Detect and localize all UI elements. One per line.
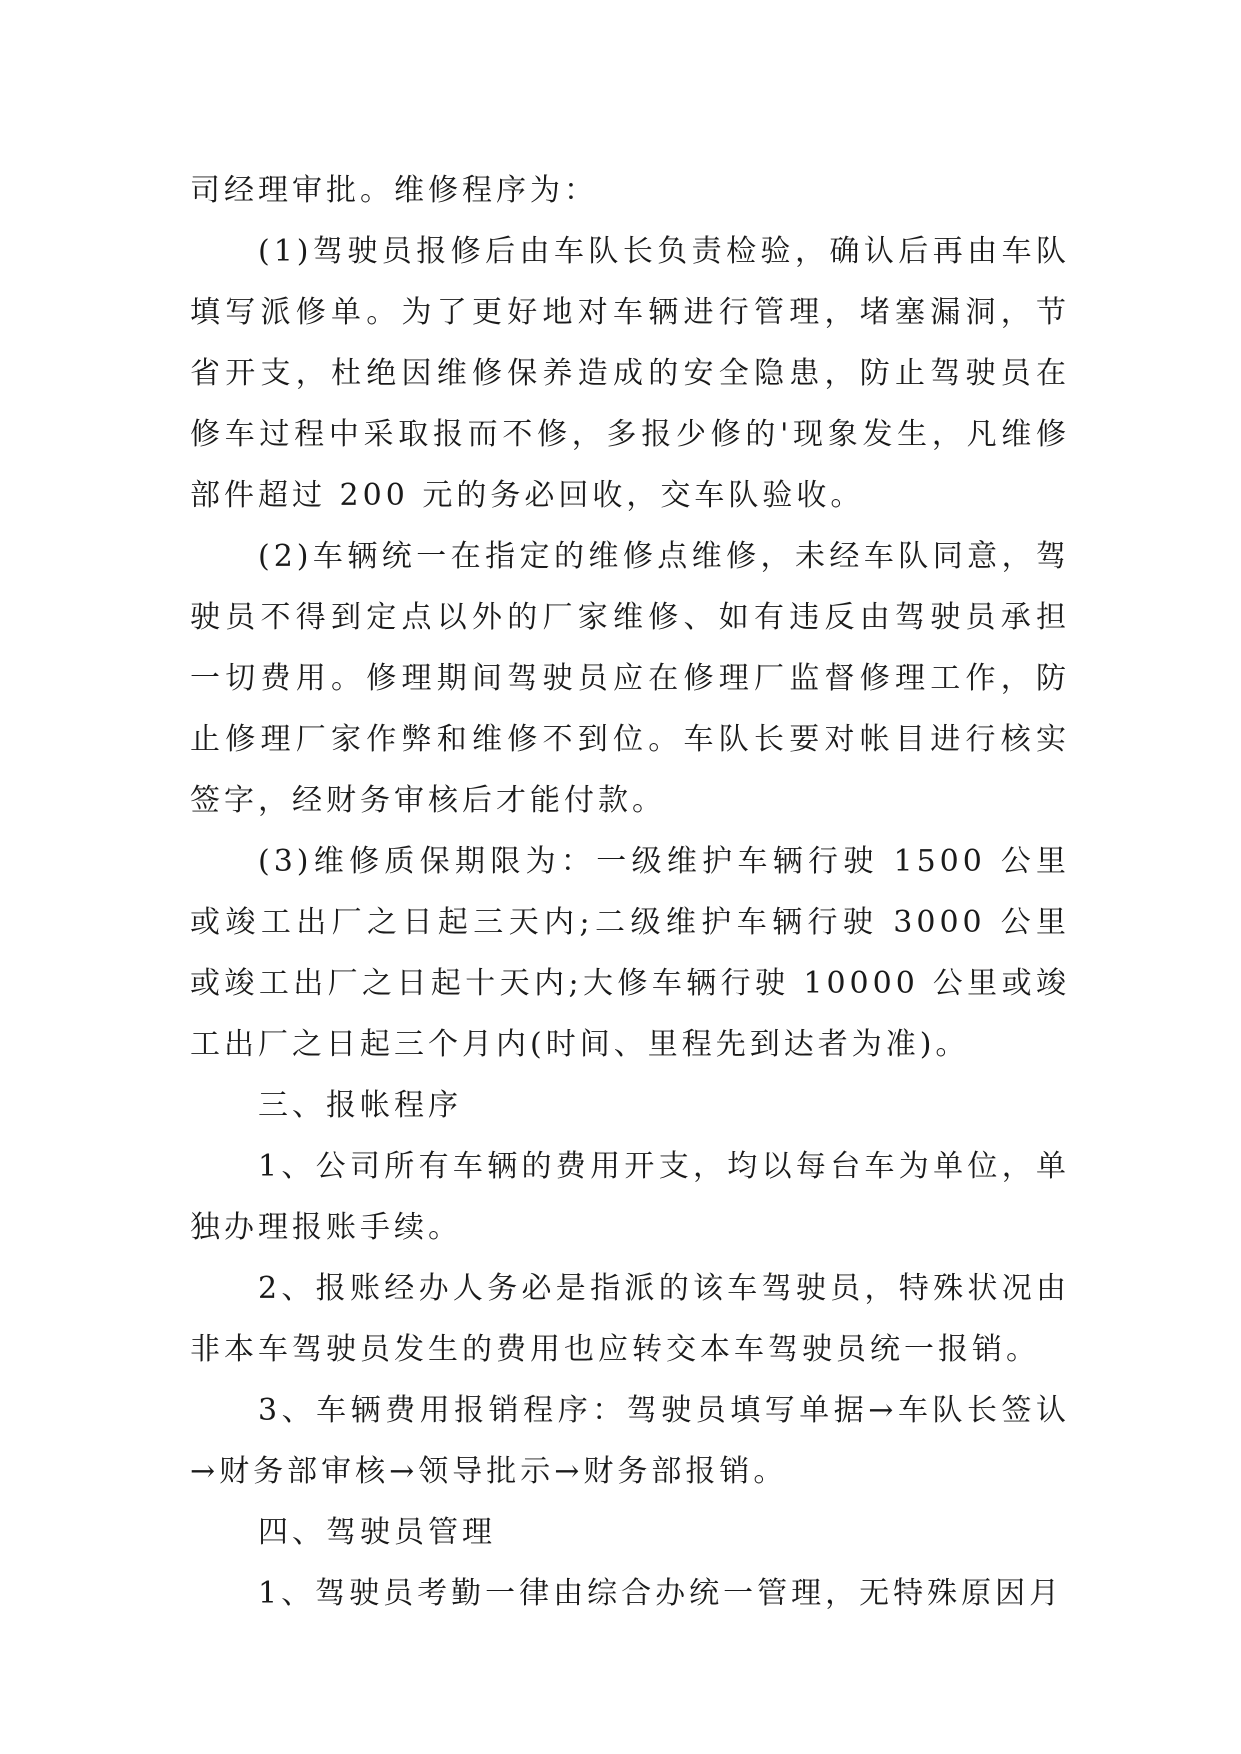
- paragraph: 3、车辆费用报销程序：驾驶员填写单据→车队长签认→财务部审核→领导批示→财务部报销。: [190, 1393, 1070, 1489]
- paragraph: (1)驾驶员报修后由车队长负责检验，确认后再由车队填写派修单。为了更好地对车辆进行管理，堵塞漏洞，节省开支，杜绝因维修保养造成的安全隐患，防止驾驶员在修车过程中采取报而不修，多报少修的'现象发生，凡维修部件超过 200 元的务必回收，交车队验收。: [190, 234, 1070, 513]
- section-heading: 三、报帐程序: [258, 1088, 462, 1123]
- paragraph: 司经理审批。维修程序为：: [190, 173, 598, 208]
- paragraph: 1、公司所有车辆的费用开支，均以每台车为单位，单独办理报账手续。: [190, 1149, 1070, 1245]
- paragraph: 1、驾驶员考勤一律由综合办统一管理，无特殊原因月: [258, 1576, 1064, 1611]
- paragraph: 2、报账经办人务必是指派的该车驾驶员，特殊状况由非本车驾驶员发生的费用也应转交本车驾驶员统一报销。: [190, 1271, 1070, 1367]
- paragraph: (2)车辆统一在指定的维修点维修，未经车队同意，驾驶员不得到定点以外的厂家维修、如有违反由驾驶员承担一切费用。修理期间驾驶员应在修理厂监督修理工作，防止修理厂家作弊和维修不到位。车队长要对帐目进行核实签字，经财务审核后才能付款。: [190, 539, 1070, 818]
- document-body: [190, 160, 1070, 1624]
- section-heading: 四、驾驶员管理: [258, 1515, 496, 1550]
- paragraph: (3)维修质保期限为：一级维护车辆行驶 1500 公里或竣工出厂之日起三天内;二级维护车辆行驶 3000 公里或竣工出厂之日起十天内;大修车辆行驶 10000 公里或竣工出厂之日起三个月内(时间、里程先到达者为准)。: [190, 844, 1070, 1062]
